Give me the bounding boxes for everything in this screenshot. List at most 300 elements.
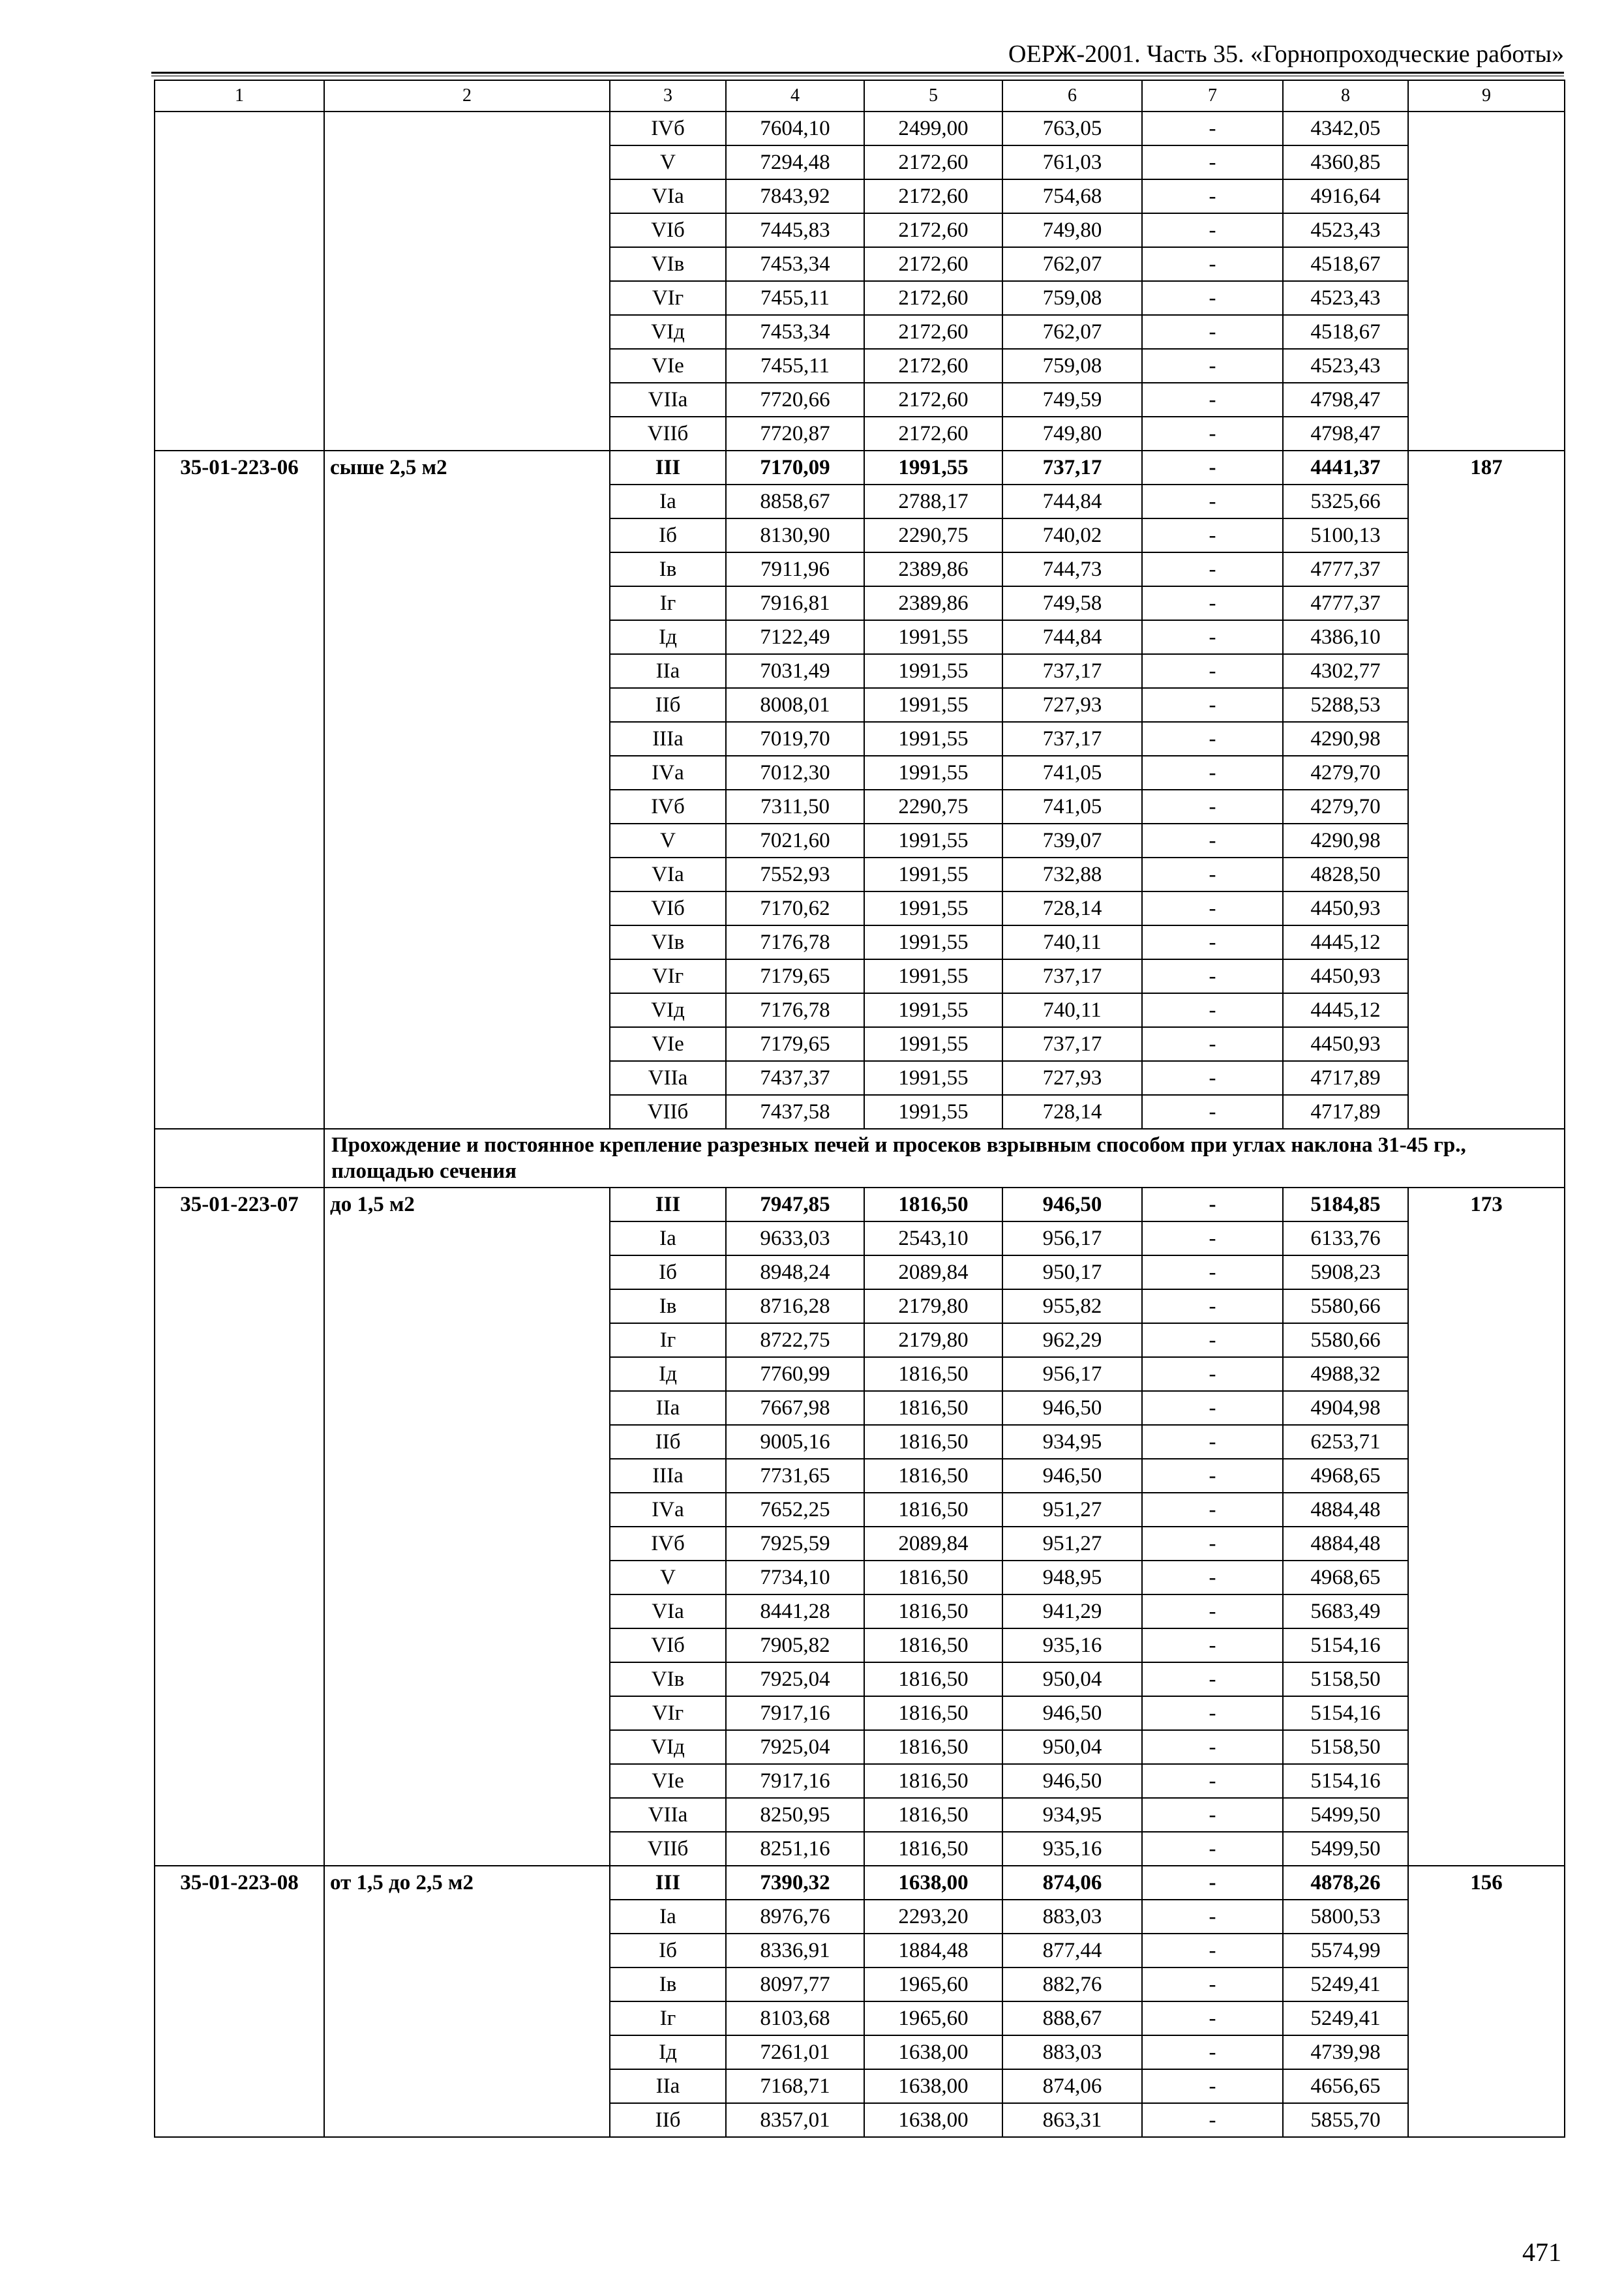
value-cell: 8008,01: [726, 688, 864, 722]
value-cell: 2543,10: [864, 1221, 1002, 1255]
value-cell: -: [1142, 112, 1283, 145]
category-cell: Iб: [610, 1255, 726, 1289]
table-row: [155, 1866, 1565, 1900]
category-cell: VIд: [610, 1730, 726, 1764]
category-cell: Iг: [610, 2001, 726, 2035]
value-cell: 883,03: [1002, 2035, 1142, 2069]
item-code: 35-01-223-06: [155, 451, 324, 1129]
value-cell: -: [1142, 349, 1283, 383]
value-cell: -: [1142, 586, 1283, 620]
value-cell: 763,05: [1002, 112, 1142, 145]
item-name: до 1,5 м2: [324, 1188, 610, 1866]
value-cell: 1816,50: [864, 1662, 1002, 1696]
value-cell: 8336,91: [726, 1934, 864, 1967]
value-cell: 956,17: [1002, 1221, 1142, 1255]
value-cell: 1965,60: [864, 1967, 1002, 2001]
category-cell: VIа: [610, 179, 726, 213]
value-cell: 728,14: [1002, 1095, 1142, 1129]
category-cell: Iд: [610, 620, 726, 654]
value-cell: 962,29: [1002, 1323, 1142, 1357]
value-cell: 5249,41: [1283, 1967, 1408, 2001]
value-cell: -: [1142, 1764, 1283, 1798]
value-cell: 7720,87: [726, 417, 864, 451]
value-cell: 4656,65: [1283, 2069, 1408, 2103]
value-cell: 749,58: [1002, 586, 1142, 620]
category-cell: VIг: [610, 1696, 726, 1730]
category-cell: IIб: [610, 1425, 726, 1459]
value-cell: 7455,11: [726, 349, 864, 383]
value-cell: 7176,78: [726, 925, 864, 959]
category-cell: IVб: [610, 790, 726, 824]
value-cell: 7390,32: [726, 1866, 864, 1900]
value-cell: 863,31: [1002, 2103, 1142, 2137]
value-cell: -: [1142, 213, 1283, 247]
category-cell: VIв: [610, 247, 726, 281]
value-cell: 946,50: [1002, 1391, 1142, 1425]
value-cell: 5683,49: [1283, 1594, 1408, 1628]
value-cell: 744,84: [1002, 485, 1142, 518]
category-cell: VIIа: [610, 1061, 726, 1095]
value-cell: -: [1142, 1798, 1283, 1832]
category-cell: IIа: [610, 2069, 726, 2103]
value-cell: 7261,01: [726, 2035, 864, 2069]
value-cell: 946,50: [1002, 1188, 1142, 1221]
value-cell: 7917,16: [726, 1764, 864, 1798]
value-cell: -: [1142, 1289, 1283, 1323]
value-cell: 7916,81: [726, 586, 864, 620]
value-cell: 1816,50: [864, 1730, 1002, 1764]
category-cell: Iа: [610, 1900, 726, 1934]
category-cell: VIг: [610, 959, 726, 993]
value-cell: 741,05: [1002, 790, 1142, 824]
value-cell: 4798,47: [1283, 417, 1408, 451]
value-cell: -: [1142, 722, 1283, 756]
value-cell: 7019,70: [726, 722, 864, 756]
value-cell: 2172,60: [864, 281, 1002, 315]
value-cell: 749,80: [1002, 213, 1142, 247]
value-cell: 934,95: [1002, 1425, 1142, 1459]
value-cell: 934,95: [1002, 1798, 1142, 1832]
value-cell: 728,14: [1002, 891, 1142, 925]
value-cell: 1638,00: [864, 2103, 1002, 2137]
category-cell: VIд: [610, 993, 726, 1027]
value-cell: -: [1142, 552, 1283, 586]
item-code: 35-01-223-08: [155, 1866, 324, 2137]
value-cell: 2172,60: [864, 213, 1002, 247]
value-cell: 762,07: [1002, 315, 1142, 349]
value-cell: -: [1142, 1527, 1283, 1561]
section-blank: [155, 1129, 324, 1188]
value-cell: 8441,28: [726, 1594, 864, 1628]
column-number-row: [155, 80, 1565, 112]
category-cell: V: [610, 1561, 726, 1594]
category-cell: Iб: [610, 1934, 726, 1967]
column-number: 6: [1002, 80, 1142, 112]
value-cell: 7917,16: [726, 1696, 864, 1730]
value-cell: 5158,50: [1283, 1662, 1408, 1696]
value-cell: 5908,23: [1283, 1255, 1408, 1289]
value-cell: -: [1142, 145, 1283, 179]
value-cell: 5325,66: [1283, 485, 1408, 518]
value-cell: 4968,65: [1283, 1459, 1408, 1493]
value-cell: -: [1142, 1061, 1283, 1095]
value-cell: 7604,10: [726, 112, 864, 145]
category-cell: Iд: [610, 2035, 726, 2069]
value-cell: 737,17: [1002, 722, 1142, 756]
category-cell: Iб: [610, 518, 726, 552]
value-cell: -: [1142, 2069, 1283, 2103]
value-cell: 4450,93: [1283, 1027, 1408, 1061]
category-cell: IIб: [610, 688, 726, 722]
column-number: 7: [1142, 80, 1283, 112]
value-cell: 1816,50: [864, 1188, 1002, 1221]
value-cell: 744,84: [1002, 620, 1142, 654]
value-cell: 950,04: [1002, 1730, 1142, 1764]
section-title: Прохождение и постоянное крепление разрезных печей и просеков взрывным способом при углах наклона 31-45 гр., площадью сечения: [324, 1129, 1565, 1188]
name-cell-empty: [324, 112, 610, 451]
value-cell: -: [1142, 1832, 1283, 1866]
code-cell-empty: [155, 112, 324, 451]
value-cell: 4445,12: [1283, 925, 1408, 959]
value-cell: -: [1142, 417, 1283, 451]
value-cell: -: [1142, 620, 1283, 654]
table-row: [155, 1188, 1565, 1221]
value-cell: 2172,60: [864, 315, 1002, 349]
value-cell: 7294,48: [726, 145, 864, 179]
table-body: [155, 80, 1565, 2137]
value-cell: -: [1142, 756, 1283, 790]
value-cell: -: [1142, 281, 1283, 315]
value-cell: 1991,55: [864, 1095, 1002, 1129]
value-cell: 2172,60: [864, 349, 1002, 383]
value-cell: -: [1142, 1459, 1283, 1493]
value-cell: 1816,50: [864, 1798, 1002, 1832]
value-cell: 941,29: [1002, 1594, 1142, 1628]
value-cell: 4290,98: [1283, 824, 1408, 858]
item-code: 35-01-223-07: [155, 1188, 324, 1866]
value-cell: 1816,50: [864, 1357, 1002, 1391]
value-cell: -: [1142, 1391, 1283, 1425]
value-cell: 7122,49: [726, 620, 864, 654]
category-cell: IVа: [610, 1493, 726, 1527]
value-cell: 4739,98: [1283, 2035, 1408, 2069]
value-cell: -: [1142, 2001, 1283, 2035]
table-row: [155, 451, 1565, 485]
category-cell: VIа: [610, 858, 726, 891]
value-cell: 888,67: [1002, 2001, 1142, 2035]
category-cell: VIб: [610, 1628, 726, 1662]
value-cell: 2179,80: [864, 1323, 1002, 1357]
category-cell: VIIб: [610, 417, 726, 451]
category-cell: Iа: [610, 1221, 726, 1255]
value-cell: 1991,55: [864, 891, 1002, 925]
value-cell: 7552,93: [726, 858, 864, 891]
value-cell: 883,03: [1002, 1900, 1142, 1934]
value-cell: 1991,55: [864, 1061, 1002, 1095]
category-cell: Iг: [610, 586, 726, 620]
value-cell: 4302,77: [1283, 654, 1408, 688]
value-cell: 950,17: [1002, 1255, 1142, 1289]
item-name: сыше 2,5 м2: [324, 451, 610, 1129]
value-cell: 5154,16: [1283, 1764, 1408, 1798]
value-cell: -: [1142, 824, 1283, 858]
value-cell: 1965,60: [864, 2001, 1002, 2035]
value-cell: 1991,55: [864, 722, 1002, 756]
value-cell: 4450,93: [1283, 959, 1408, 993]
value-cell: -: [1142, 1967, 1283, 2001]
category-cell: VIг: [610, 281, 726, 315]
value-cell: 7455,11: [726, 281, 864, 315]
value-cell: 2172,60: [864, 179, 1002, 213]
value-cell: 1991,55: [864, 1027, 1002, 1061]
value-cell: 7176,78: [726, 993, 864, 1027]
value-cell: -: [1142, 1357, 1283, 1391]
category-cell: Iг: [610, 1323, 726, 1357]
value-cell: 4717,89: [1283, 1061, 1408, 1095]
value-cell: 2293,20: [864, 1900, 1002, 1934]
value-cell: 5100,13: [1283, 518, 1408, 552]
value-cell: -: [1142, 1662, 1283, 1696]
value-cell: 727,93: [1002, 688, 1142, 722]
col9-cell-empty: [1408, 112, 1565, 451]
value-cell: 7925,04: [726, 1730, 864, 1764]
category-cell: VIв: [610, 925, 726, 959]
value-cell: 737,17: [1002, 959, 1142, 993]
value-cell: 2290,75: [864, 790, 1002, 824]
column-number: 3: [610, 80, 726, 112]
value-cell: 950,04: [1002, 1662, 1142, 1696]
value-cell: 4518,67: [1283, 315, 1408, 349]
value-cell: 951,27: [1002, 1493, 1142, 1527]
value-cell: 951,27: [1002, 1527, 1142, 1561]
value-cell: 7734,10: [726, 1561, 864, 1594]
value-cell: 737,17: [1002, 451, 1142, 485]
value-cell: 2089,84: [864, 1255, 1002, 1289]
value-cell: -: [1142, 485, 1283, 518]
category-cell: VIе: [610, 1764, 726, 1798]
item-name: от 1,5 до 2,5 м2: [324, 1866, 610, 2137]
value-cell: 7168,71: [726, 2069, 864, 2103]
value-cell: -: [1142, 1095, 1283, 1129]
value-cell: -: [1142, 1425, 1283, 1459]
value-cell: -: [1142, 2035, 1283, 2069]
value-cell: 6133,76: [1283, 1221, 1408, 1255]
value-cell: 1816,50: [864, 1594, 1002, 1628]
value-cell: 2788,17: [864, 485, 1002, 518]
value-cell: 2179,80: [864, 1289, 1002, 1323]
value-cell: 1638,00: [864, 1866, 1002, 1900]
value-cell: 5580,66: [1283, 1323, 1408, 1357]
value-cell: -: [1142, 1323, 1283, 1357]
value-cell: 5499,50: [1283, 1832, 1408, 1866]
category-cell: IVа: [610, 756, 726, 790]
category-cell: Iа: [610, 485, 726, 518]
value-cell: -: [1142, 1221, 1283, 1255]
value-cell: -: [1142, 179, 1283, 213]
header-rule: [151, 72, 1564, 74]
value-cell: 5158,50: [1283, 1730, 1408, 1764]
value-cell: 727,93: [1002, 1061, 1142, 1095]
section-row: [155, 1129, 1565, 1188]
value-cell: 5855,70: [1283, 2103, 1408, 2137]
col9-value: 173: [1408, 1188, 1565, 1866]
value-cell: 4884,48: [1283, 1527, 1408, 1561]
value-cell: 1991,55: [864, 959, 1002, 993]
category-cell: Iд: [610, 1357, 726, 1391]
value-cell: -: [1142, 247, 1283, 281]
value-cell: 4828,50: [1283, 858, 1408, 891]
value-cell: 1991,55: [864, 451, 1002, 485]
value-cell: -: [1142, 1696, 1283, 1730]
value-cell: 7031,49: [726, 654, 864, 688]
value-cell: 946,50: [1002, 1459, 1142, 1493]
value-cell: 7311,50: [726, 790, 864, 824]
value-cell: 6253,71: [1283, 1425, 1408, 1459]
value-cell: -: [1142, 1628, 1283, 1662]
value-cell: 1816,50: [864, 1628, 1002, 1662]
value-cell: 2172,60: [864, 145, 1002, 179]
value-cell: 7437,58: [726, 1095, 864, 1129]
value-cell: 8357,01: [726, 2103, 864, 2137]
value-cell: 7453,34: [726, 315, 864, 349]
value-cell: 2389,86: [864, 586, 1002, 620]
value-cell: -: [1142, 451, 1283, 485]
column-number: 1: [155, 80, 324, 112]
price-table: [154, 80, 1565, 2138]
value-cell: 1816,50: [864, 1425, 1002, 1459]
value-cell: 5154,16: [1283, 1628, 1408, 1662]
value-cell: -: [1142, 858, 1283, 891]
value-cell: 4904,98: [1283, 1391, 1408, 1425]
value-cell: 4777,37: [1283, 586, 1408, 620]
category-cell: VIв: [610, 1662, 726, 1696]
category-cell: III: [610, 1866, 726, 1900]
category-cell: Iв: [610, 1967, 726, 2001]
value-cell: 7170,09: [726, 451, 864, 485]
value-cell: 741,05: [1002, 756, 1142, 790]
value-cell: 1816,50: [864, 1459, 1002, 1493]
category-cell: VIб: [610, 891, 726, 925]
value-cell: 749,80: [1002, 417, 1142, 451]
value-cell: 7437,37: [726, 1061, 864, 1095]
value-cell: 7760,99: [726, 1357, 864, 1391]
value-cell: 8103,68: [726, 2001, 864, 2035]
value-cell: 4717,89: [1283, 1095, 1408, 1129]
value-cell: 7925,59: [726, 1527, 864, 1561]
value-cell: -: [1142, 383, 1283, 417]
value-cell: 4450,93: [1283, 891, 1408, 925]
category-cell: V: [610, 824, 726, 858]
value-cell: 7453,34: [726, 247, 864, 281]
value-cell: 946,50: [1002, 1764, 1142, 1798]
value-cell: 740,11: [1002, 993, 1142, 1027]
value-cell: -: [1142, 518, 1283, 552]
column-number: 9: [1408, 80, 1565, 112]
value-cell: 7720,66: [726, 383, 864, 417]
value-cell: -: [1142, 1255, 1283, 1289]
value-cell: 1991,55: [864, 993, 1002, 1027]
value-cell: 4878,26: [1283, 1866, 1408, 1900]
value-cell: 5184,85: [1283, 1188, 1408, 1221]
category-cell: IVб: [610, 112, 726, 145]
value-cell: 4279,70: [1283, 756, 1408, 790]
value-cell: 1816,50: [864, 1764, 1002, 1798]
value-cell: 761,03: [1002, 145, 1142, 179]
category-cell: VIе: [610, 1027, 726, 1061]
value-cell: 1991,55: [864, 654, 1002, 688]
value-cell: 4441,37: [1283, 451, 1408, 485]
value-cell: 740,02: [1002, 518, 1142, 552]
value-cell: 4777,37: [1283, 552, 1408, 586]
category-cell: V: [610, 145, 726, 179]
value-cell: 1816,50: [864, 1561, 1002, 1594]
value-cell: 948,95: [1002, 1561, 1142, 1594]
value-cell: 1816,50: [864, 1391, 1002, 1425]
value-cell: 7170,62: [726, 891, 864, 925]
value-cell: 744,73: [1002, 552, 1142, 586]
value-cell: 955,82: [1002, 1289, 1142, 1323]
value-cell: 749,59: [1002, 383, 1142, 417]
value-cell: 1816,50: [864, 1696, 1002, 1730]
value-cell: 874,06: [1002, 2069, 1142, 2103]
value-cell: 4523,43: [1283, 281, 1408, 315]
value-cell: 7911,96: [726, 552, 864, 586]
value-cell: -: [1142, 315, 1283, 349]
value-cell: 8097,77: [726, 1967, 864, 2001]
value-cell: 4445,12: [1283, 993, 1408, 1027]
value-cell: -: [1142, 1866, 1283, 1900]
category-cell: VIIб: [610, 1095, 726, 1129]
value-cell: 8250,95: [726, 1798, 864, 1832]
value-cell: -: [1142, 993, 1283, 1027]
value-cell: 1816,50: [864, 1832, 1002, 1866]
column-number: 2: [324, 80, 610, 112]
col9-value: 156: [1408, 1866, 1565, 2137]
value-cell: 7925,04: [726, 1662, 864, 1696]
category-cell: IIб: [610, 2103, 726, 2137]
value-cell: -: [1142, 959, 1283, 993]
value-cell: 8722,75: [726, 1323, 864, 1357]
value-cell: 7843,92: [726, 179, 864, 213]
value-cell: 1991,55: [864, 925, 1002, 959]
value-cell: 1991,55: [864, 620, 1002, 654]
category-cell: IIIа: [610, 1459, 726, 1493]
value-cell: 956,17: [1002, 1357, 1142, 1391]
value-cell: 7179,65: [726, 1027, 864, 1061]
value-cell: 7012,30: [726, 756, 864, 790]
value-cell: 739,07: [1002, 824, 1142, 858]
value-cell: -: [1142, 891, 1283, 925]
page-header: ОЕРЖ-2001. Часть 35. «Горнопроходческие работы»: [1008, 40, 1564, 68]
value-cell: 4916,64: [1283, 179, 1408, 213]
value-cell: 2290,75: [864, 518, 1002, 552]
value-cell: -: [1142, 2103, 1283, 2137]
value-cell: -: [1142, 1188, 1283, 1221]
category-cell: IIIа: [610, 722, 726, 756]
value-cell: 5580,66: [1283, 1289, 1408, 1323]
page-number: 471: [1522, 2237, 1561, 2267]
value-cell: 759,08: [1002, 349, 1142, 383]
value-cell: 5249,41: [1283, 2001, 1408, 2035]
value-cell: -: [1142, 1594, 1283, 1628]
value-cell: 8976,76: [726, 1900, 864, 1934]
table-row: [155, 112, 1565, 145]
value-cell: 4290,98: [1283, 722, 1408, 756]
value-cell: 7652,25: [726, 1493, 864, 1527]
value-cell: 7905,82: [726, 1628, 864, 1662]
category-cell: Iв: [610, 1289, 726, 1323]
category-cell: III: [610, 451, 726, 485]
